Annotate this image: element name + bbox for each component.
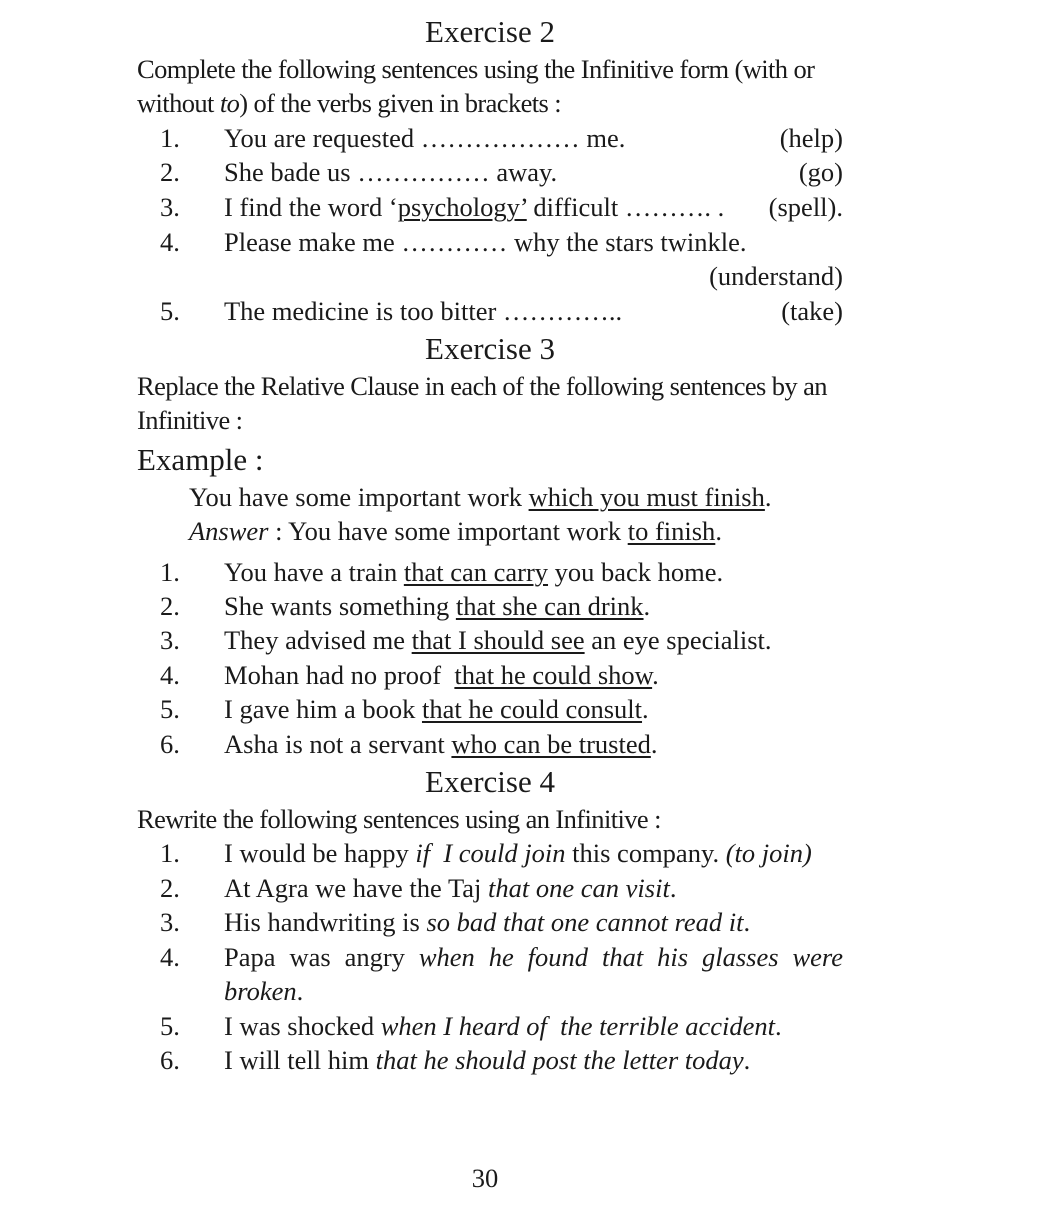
list-item: 1. I would be happy if I could join this company. (to join) xyxy=(160,838,812,869)
list-item: 3. They advised me that I should see an eye specialist. xyxy=(160,625,772,656)
exercise-3-instruction: Replace the Relative Clause in each of the following sentences by an Infinitive : xyxy=(137,371,827,436)
list-item: 3. His handwriting is so bad that one cannot read it. xyxy=(160,907,751,938)
list-item: 1. You have a train that can carry you back home. xyxy=(160,556,724,587)
list-item: 6. I will tell him that he should post the letter today. xyxy=(160,1044,751,1075)
exercise-4-title: Exercise 4 xyxy=(425,764,555,800)
example-answer: Answer : You have some important work to finish. xyxy=(189,516,722,547)
exercise-3-list xyxy=(137,555,843,761)
example-block xyxy=(137,480,843,549)
list-item: 2. She bade us …………… away. (go) xyxy=(160,157,843,188)
exercise-2-list xyxy=(137,121,843,328)
exercise-4-instruction: Rewrite the following sentences using an Infinitive : xyxy=(137,804,661,835)
page-number: 30 xyxy=(471,1163,499,1193)
exercise-2-title: Exercise 2 xyxy=(425,14,555,49)
list-item: 2. She wants something that she can drink. xyxy=(160,591,651,622)
list-item: 5. I was shocked when I heard of the terrible accident. xyxy=(160,1010,782,1041)
list-item: 4. Papa was angry when he found that his glasses were broken. xyxy=(160,941,843,1007)
list-item: 4. Mohan had no proof that he could show. xyxy=(160,659,659,690)
example-sentence: You have some important work which you must finish. xyxy=(189,481,772,512)
exercise-4-list xyxy=(137,836,843,1077)
list-item: 4. Please make me ………… why the stars twinkle. xyxy=(160,226,747,257)
list-item: 3. I find the word ‘psychology’ difficult ………. . (spell). xyxy=(160,192,843,222)
exercise-2-instruction: Complete the following sentences using the Infinitive form (with or without to) of the verbs given in brackets : xyxy=(137,54,815,119)
list-item: 1. You are requested ……………… me. (help) xyxy=(160,122,843,153)
list-item: 5. The medicine is too bitter ………….. (take) xyxy=(160,295,843,326)
list-item: 2. At Agra we have the Taj that one can visit. xyxy=(160,872,677,903)
exercise-3-title: Exercise 3 xyxy=(425,331,555,366)
list-item-hint: (understand) xyxy=(709,261,843,292)
page-content xyxy=(137,12,843,1077)
example-label: Example : xyxy=(137,441,264,477)
list-item: 5. I gave him a book that he could consult. xyxy=(160,694,649,725)
list-item: 6. Asha is not a servant who can be trusted. xyxy=(160,728,658,759)
